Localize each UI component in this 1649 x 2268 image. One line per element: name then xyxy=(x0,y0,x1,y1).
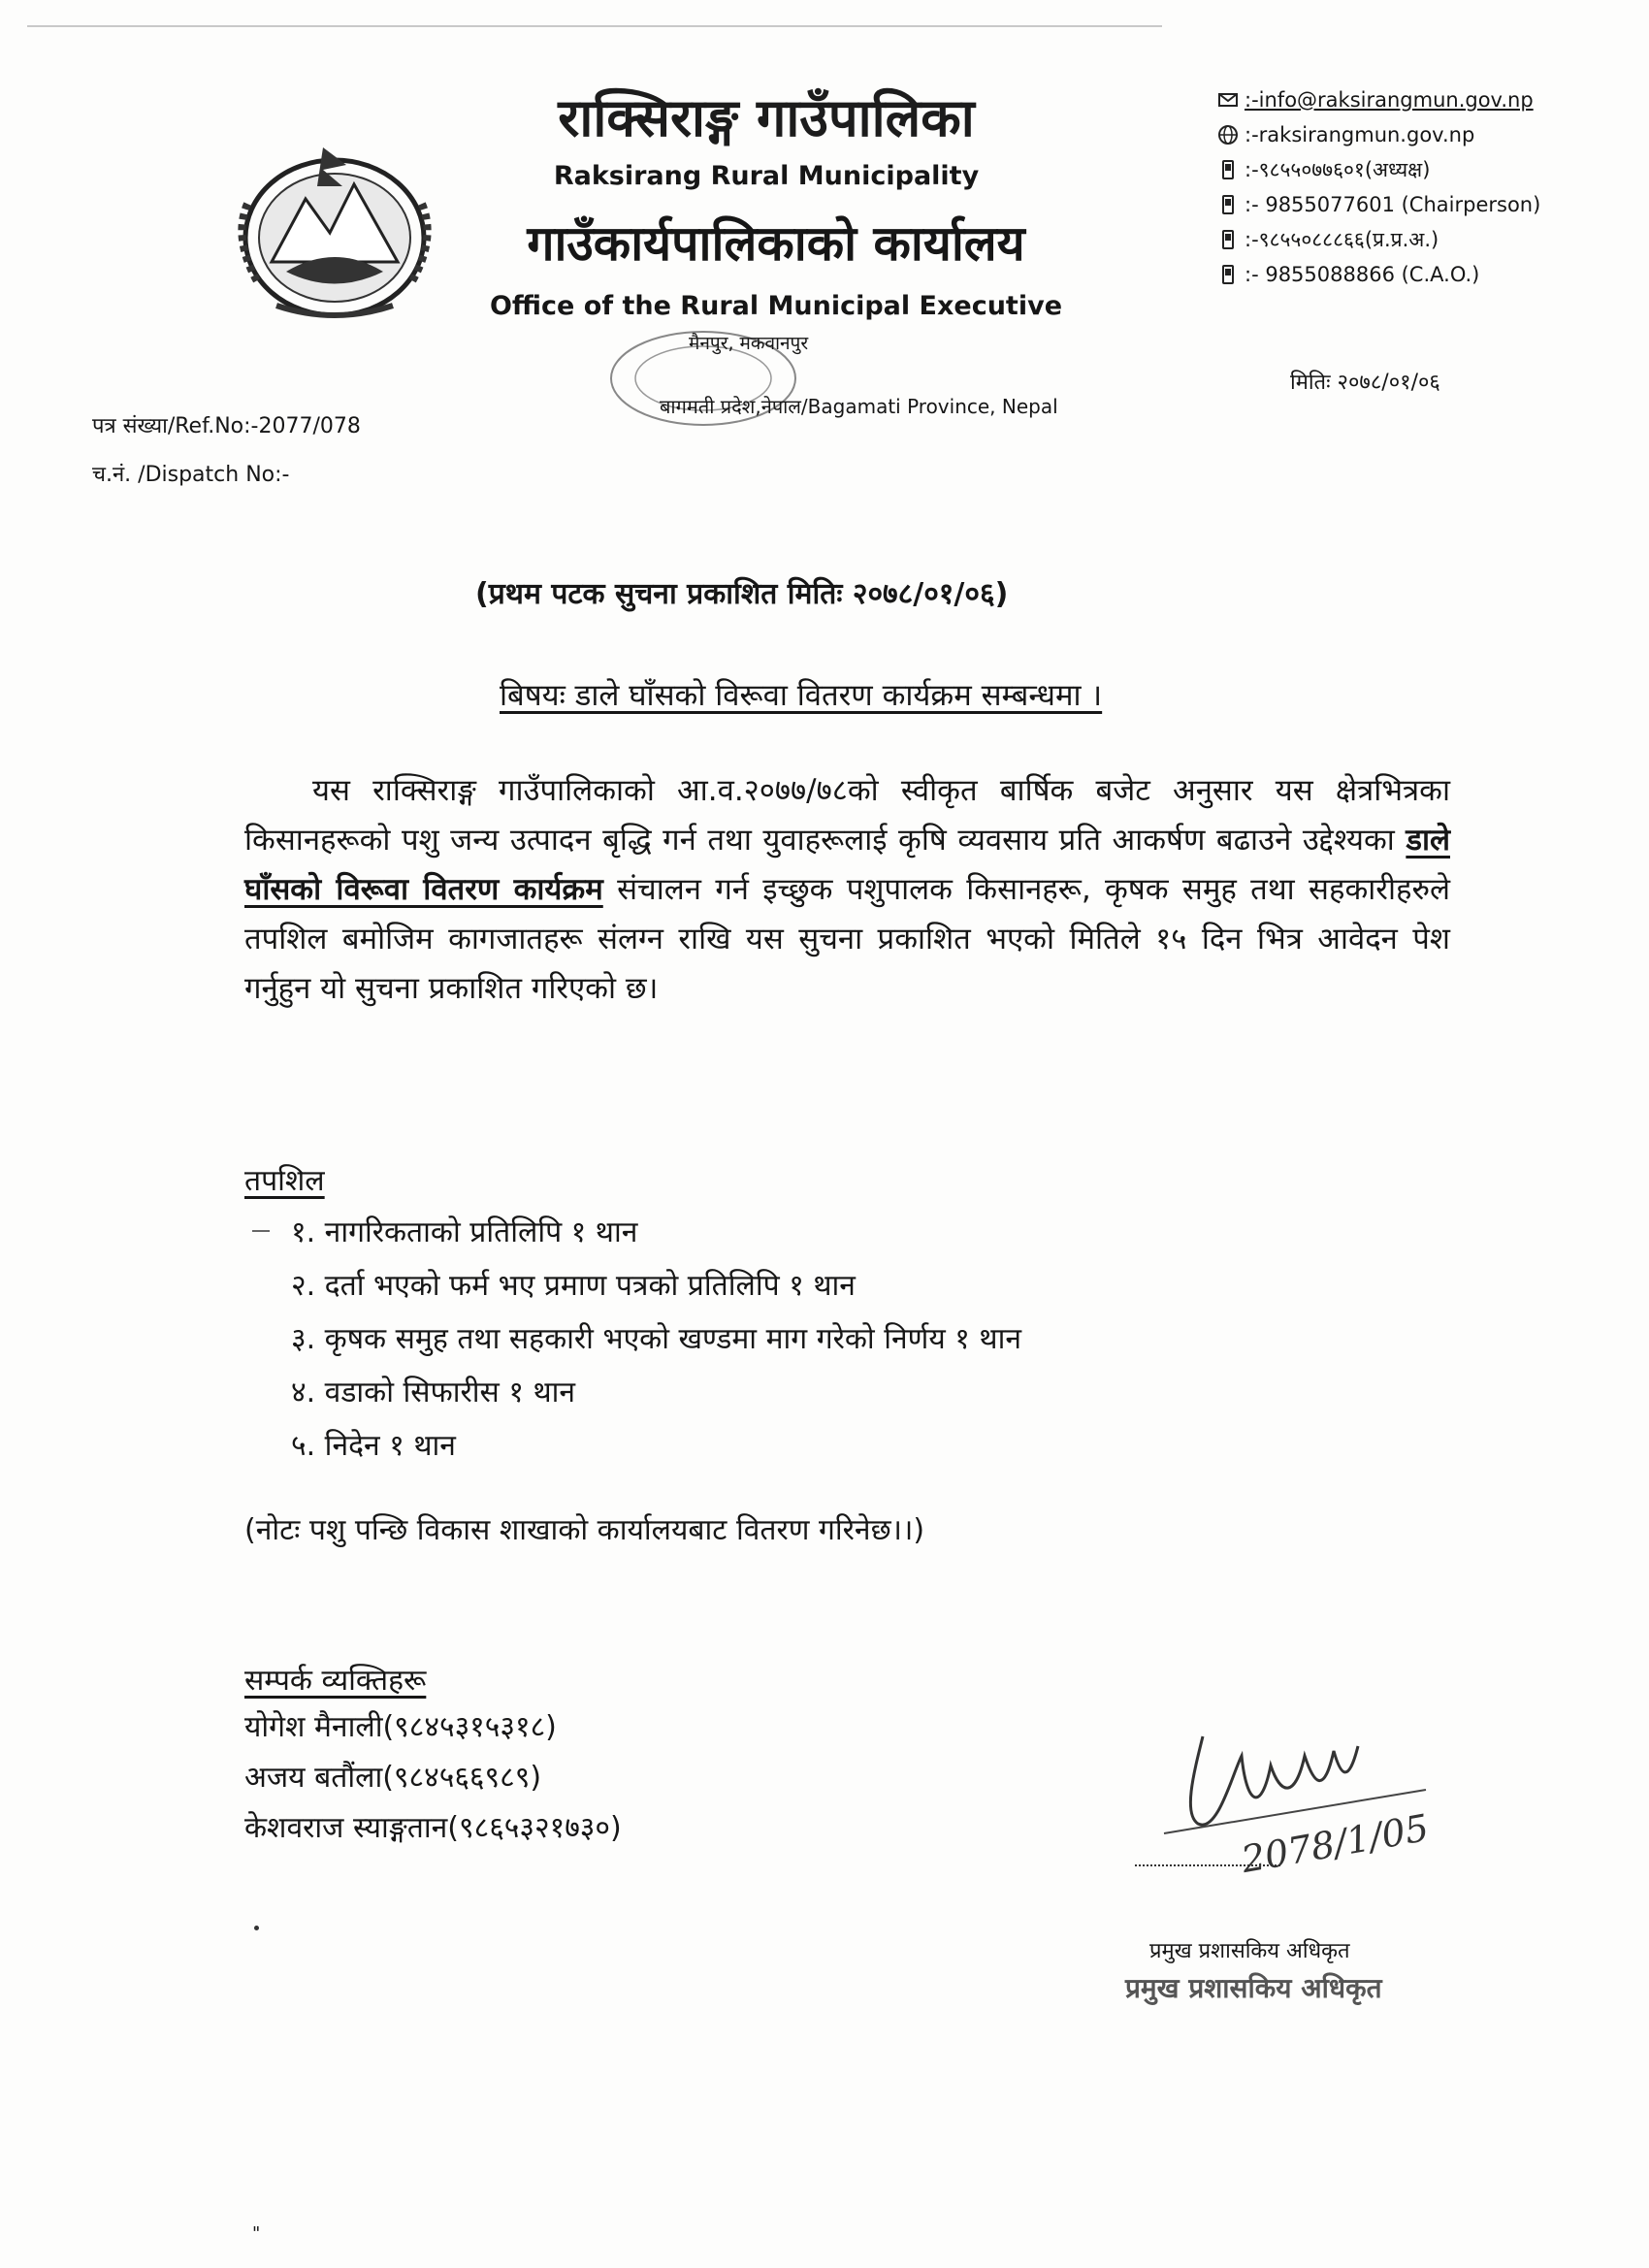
program-name-highlight: डाले घाँसको विरूवा वितरण कार्यक्रम xyxy=(244,823,1450,907)
address-local: मैनपुर, मकवानपुर xyxy=(689,333,809,354)
website-row xyxy=(1217,117,1540,152)
list-item: २. दर्ता भएको फर्म भए प्रमाण पत्रको प्रतिलिपि १ थान xyxy=(291,1269,856,1303)
nepal-emblem-icon xyxy=(218,126,461,330)
contact-person: अजय बतौंला(९८४५६६९८९) xyxy=(244,1761,542,1795)
contact-person: योगेश मैनाली(९८४५३१५३१८) xyxy=(244,1710,557,1744)
email-text[interactable]: :-info@raksirangmun.gov.np xyxy=(1245,88,1534,112)
list-item: ३. कृषक समुह तथा सहकारी भएको खण्डमा माग गरेको निर्णय १ थान xyxy=(291,1322,1022,1356)
margin-mark xyxy=(252,1230,270,1232)
phone-chair-en-row xyxy=(1217,187,1540,222)
subject-line: बिषयः डाले घाँसको विरूवा वितरण कार्यक्रम सम्बन्धमा । xyxy=(500,678,1103,713)
reference-number: पत्र संख्या/Ref.No:-2077/078 xyxy=(92,414,361,438)
website-text[interactable]: :-raksirangmun.gov.np xyxy=(1245,123,1475,146)
list-item: १. नागरिकताको प्रतिलिपि १ थान xyxy=(291,1215,638,1249)
office-name-en: Office of the Rural Municipal Executive xyxy=(489,291,1063,321)
footer-mark: " xyxy=(252,2223,261,2244)
email-row xyxy=(1217,82,1540,117)
notice-publish-date: (प्रथम पटक सुचना प्रकाशित मितिः २०७८/०१/०६) xyxy=(475,577,1009,611)
address-province: बागमती प्रदेश,नेपाल/Bagamati Province, Nepal xyxy=(660,395,1058,418)
signatory-title: प्रमुख प्रशासकिय अधिकृत xyxy=(1149,1939,1350,1963)
document-list xyxy=(291,1206,1021,1473)
contact-person: केशवराज स्याङ्गतान(९८६५३२१७३०) xyxy=(244,1811,622,1845)
top-rule xyxy=(27,25,1162,27)
globe-icon xyxy=(1217,124,1239,146)
dispatch-number: च.नं. /Dispatch No:- xyxy=(92,463,290,487)
contact-persons-heading: सम्पर्क व्यक्तिहरू xyxy=(244,1664,427,1698)
phone-icon xyxy=(1217,194,1239,215)
handwritten-signature xyxy=(1125,1717,1474,1882)
phone-icon xyxy=(1217,159,1239,180)
phone-cao-en-row xyxy=(1217,257,1540,292)
signatory-stamp: प्रमुख प्रशासकिय अधिकृत xyxy=(1125,1972,1382,2004)
phone-chair-np: :-९८५५०७७६०१(अध्यक्ष) xyxy=(1245,158,1431,181)
phone-cao-np: :-९८५५०८८८६६(प्र.प्र.अ.) xyxy=(1245,228,1439,251)
phone-icon xyxy=(1217,264,1239,285)
list-item: ५. निदेन १ थान xyxy=(291,1429,456,1463)
municipality-name-en: Raksirang Rural Municipality xyxy=(553,161,980,191)
list-item: ४. वडाको सिफारीस १ थान xyxy=(291,1376,576,1409)
municipality-name-np: राक्सिराङ्ग गाउँपालिका xyxy=(558,87,975,148)
office-name-np: गाउँकार्यपालिकाको कार्यालय xyxy=(527,215,1025,272)
email-icon xyxy=(1217,89,1239,111)
contact-block xyxy=(1217,82,1540,292)
distribution-note: (नोटः पशु पन्छि विकास शाखाको कार्यालयबाट वितरण गरिनेछ।।) xyxy=(244,1513,925,1547)
phone-cao-np-row xyxy=(1217,222,1540,257)
body-text-part1: यस राक्सिराङ्ग गाउँपालिकाको आ.व.२०७७/७८को स्वीकृत बार्षिक बजेट अनुसार यस क्षेत्रभित्रका किसानहरूको पशु जन्य उत्पादन बृद्धि गर्न तथा युवाहरूलाई कृषि व्यवसाय प्रति आकर्षण बढाउने उद्देश्यका xyxy=(244,773,1450,858)
phone-cao-en: :- 9855088866 (C.A.O.) xyxy=(1245,263,1480,286)
phone-chair-en: :- 9855077601 (Chairperson) xyxy=(1245,193,1541,216)
phone-icon xyxy=(1217,229,1239,250)
notice-body xyxy=(244,766,1450,1014)
stray-dot xyxy=(254,1926,259,1930)
tapashil-heading: तपशिल xyxy=(244,1164,325,1198)
signature-line xyxy=(1135,1864,1280,1866)
letter-date: मितिः २०७८/०१/०६ xyxy=(1290,371,1440,395)
handwritten-date: 2078/1/05 xyxy=(1238,1805,1433,1882)
phone-chair-np-row xyxy=(1217,152,1540,187)
body-text-part2: संचालन गर्न इच्छुक पशुपालक किसानहरू, कृषक समुह तथा सहकारीहरुले तपशिल बमोजिम कागजातहरू संलग्न राखि यस सुचना प्रकाशित भएको मितिले १५ दिन भित्र आवेदन पेश गर्नुहुन यो सुचना प्रकाशित गरिएको छ। xyxy=(244,872,1451,1006)
